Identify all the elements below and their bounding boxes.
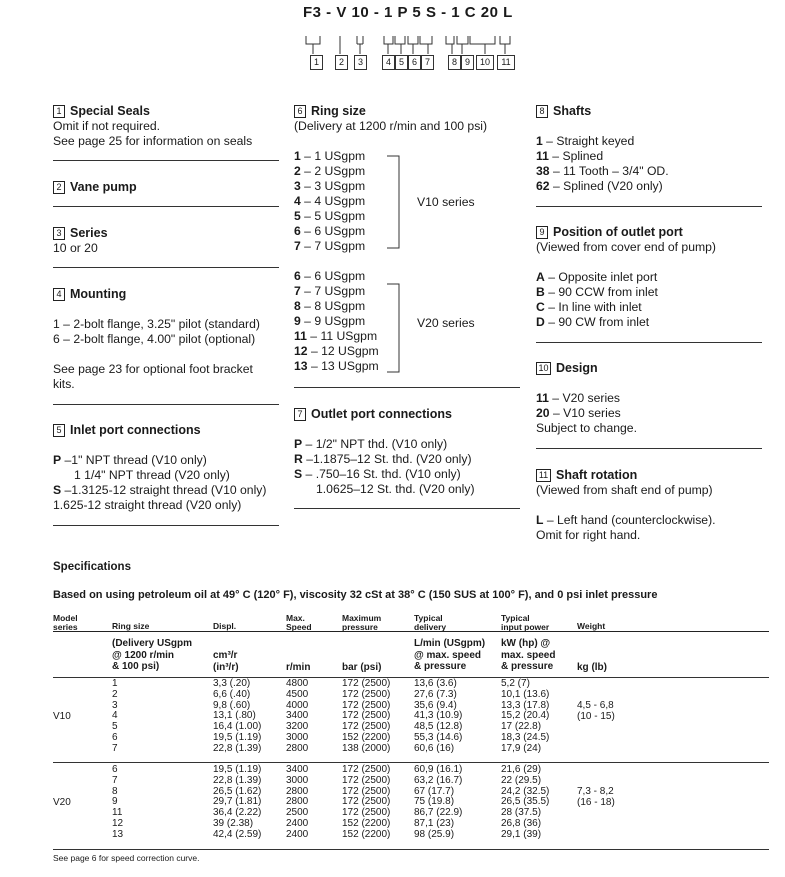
code-pos-3: 3: [354, 55, 367, 70]
series-brackets: [385, 150, 405, 380]
spec-group-v20: V20 6 7 8 9 11 12 13 19,5 (1.19) 22,8 (1.39) 26,5 (1.62) 29,7 (1.81) 36,4 (2.22) 39 (2.38) 42,4 (2.59) 3400 3000 2800 2800 2500 2400 2400 172 (2500) 172 (2500) 172 (2500) 172 (2500) 172 (2500) 152 (2200) 152 (2200) 60,9 (16.1) 63,2 (16.7) 67 (17.7) 75 (19.8) 86,7 (22.9) 87,1 (23) 98 (25.9) 21,6 (29) 22 (29.5) 24,2 (32.5) 26,5 (35.5) 28 (37.5) 26,8 (36) 29,1 (39) 7,3 - 8,2 (16 - 18): [53, 764, 615, 840]
section-ring-size: 6 Ring size (Delivery at 1200 r/min and 100 psi) 1 – 1 USgpm 2 – 2 USgpm 3 – 3 USgpm 4 – 4 USgpm 5 – 5 USgpm 6 – 6 USgpm 7 – 7 USgpm 6 – 6 USgpm 7 – 7 USgpm 8 – 8 USgpm 9 – 9 USgpm 11 – 11 USgpm 12 – 12 USgpm 13 – 13 USgpm: [294, 104, 488, 373]
code-pos-9: 9: [461, 55, 474, 70]
section-outlet-port: 7 Outlet port connections P – 1/2" NPT thd. (V10 only) R –1.1875–12 St. thd. (V20 only) S – .750–16 St. thd. (V10 only) 1.0625–12 St. thd. (V20 only): [294, 407, 475, 496]
spec-group-v10: V10 1 2 3 4 5 6 7 3,3 (.20) 6,6 (.40) 9,8 (.60) 13,1 (.80) 16,4 (1.00) 19,5 (1.19) 22,8 (1.39) 4800 4500 4000 3400 3200 3000 2800 172 (2500) 172 (2500) 172 (2500) 172 (2500) 172 (2500) 152 (2200) 138 (2000) 13,6 (3.6) 27,6 (7.3) 35,6 (9.4) 41,3 (10.9) 48,5 (12.8) 55,3 (14.6) 60,6 (16) 5,2 (7) 10,1 (13.6) 13,3 (17.8) 15,2 (20.4) 17 (22.8) 18,3 (24.5) 17,9 (24) 4,5 - 6,8 (10 - 15): [53, 678, 615, 754]
code-pos-1: 1: [310, 55, 323, 70]
section-inlet-port: 5 Inlet port connections P –1" NPT thread (V10 only) 1 1/4" NPT thread (V20 only) S –1.3125-12 straight thread (V10 only) 1.625-12 straight thread (V20 only): [53, 423, 267, 512]
code-pos-6: 6: [408, 55, 421, 70]
bracket-4: [384, 36, 393, 54]
section-vane-pump: 2 Vane pump: [53, 180, 137, 195]
bracket-7: [420, 36, 432, 54]
section-special-seals: 1 Special Seals Omit if not required. See page 25 for information on seals: [53, 104, 253, 148]
v10-series-label: V10 series: [417, 195, 475, 209]
code-pos-8: 8: [448, 55, 461, 70]
spec-table-subheader: (Delivery USgpm @ 1200 r/min & 100 psi) cm³/r (in³/r) r/min bar (psi) L/min (USgpm) @ max. speed & pressure kW (hp) @ max. speed & pressure kg (lb): [112, 638, 607, 673]
bracket-5: [395, 36, 405, 54]
section-design: 10 Design 11 – V20 series 20 – V10 series Subject to change.: [536, 361, 637, 435]
bracket-8: [446, 36, 454, 54]
bracket-3: [357, 36, 363, 54]
section-shaft-rotation: 11 Shaft rotation (Viewed from shaft end of pump) L – Left hand (counterclockwise). Omit for right hand.: [536, 468, 716, 542]
v20-series-label: V20 series: [417, 316, 475, 330]
bracket-1: [306, 36, 320, 54]
code-pos-10: 10: [476, 55, 494, 70]
specs-heading: Specifications: [53, 561, 131, 573]
specs-condition: Based on using petroleum oil at 49° C (120° F), viscosity 32 cSt at 38° C (150 SUS at 100° F), and 0 psi inlet pressure: [53, 589, 658, 601]
model-code: F3 - V 10 - 1 P 5 S - 1 C 20 L: [303, 4, 513, 21]
code-pos-7: 7: [421, 55, 434, 70]
code-pos-11: 11: [497, 55, 515, 70]
code-pos-5: 5: [395, 55, 408, 70]
bracket-10: [470, 36, 495, 54]
section-outlet-position: 9 Position of outlet port (Viewed from cover end of pump) A – Opposite inlet port B – 90 CCW from inlet C – In line with inlet D – 90 CW from inlet: [536, 225, 716, 329]
section-series: 3 Series 10 or 20: [53, 226, 108, 255]
code-pos-2: 2: [335, 55, 348, 70]
bracket-6: [408, 36, 418, 54]
code-pos-4: 4: [382, 55, 395, 70]
bracket-9: [457, 36, 468, 54]
spec-table-header: Model series Ring size Displ. Max. Speed Maximum pressure Typical delivery Typical input power Weight: [53, 613, 606, 632]
specs-footnote: See page 6 for speed correction curve.: [53, 853, 200, 863]
bracket-11: [500, 36, 510, 54]
section-mounting: 4 Mounting 1 – 2-bolt flange, 3.25" pilot (standard) 6 – 2-bolt flange, 4.00" pilot (optional) See page 23 for optional foot bracket kits.: [53, 287, 260, 391]
section-shafts: 8 Shafts 1 – Straight keyed 11 – Splined 38 – 11 Tooth – 3/4" OD. 62 – Splined (V20 only): [536, 104, 669, 193]
